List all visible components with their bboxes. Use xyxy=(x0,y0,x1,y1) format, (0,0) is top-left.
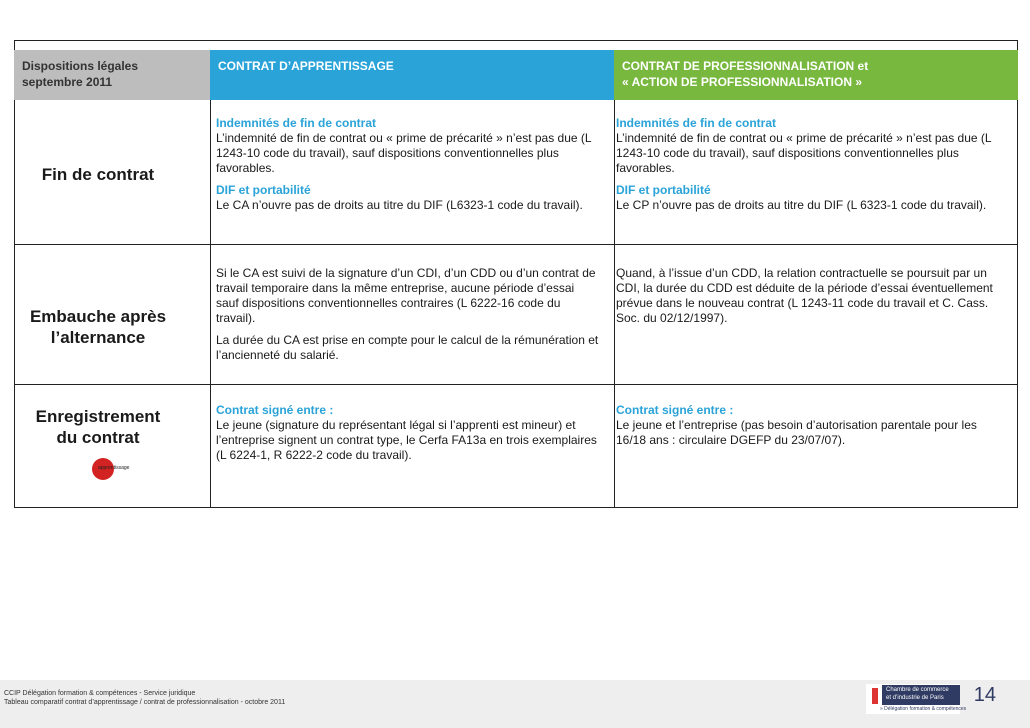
row-label-fin-contrat: Fin de contrat xyxy=(41,165,155,184)
header-dispositions xyxy=(14,50,210,100)
row-label-enregistrement xyxy=(0,406,196,448)
table-top-border xyxy=(14,40,1018,41)
cell-text: L’indemnité de fin de contrat ou « prime de précarité » n’est pas due (L 1243-10 code du travail), sauf dispositions conventionnelles plus favorables. xyxy=(216,131,592,175)
cell-title: Indemnités de fin de contrat xyxy=(216,116,377,130)
page-footer xyxy=(0,680,1030,728)
logo-line1: Chambre de commerce xyxy=(886,687,949,693)
cell-text: Le CA n’ouvre pas de droits au titre du DIF (L6323-1 code du travail). xyxy=(216,198,583,212)
cell-title: Contrat signé entre : xyxy=(616,403,734,417)
cell-text: La durée du CA est prise en compte pour le calcul de la rémunération et l’ancienneté du salarié. xyxy=(216,333,599,362)
cell-title: Indemnités de fin de contrat xyxy=(616,116,777,130)
cell-text: Le CP n’ouvre pas de droits au titre du DIF (L 6323-1 code du travail). xyxy=(616,198,987,212)
ccip-logo xyxy=(866,684,967,714)
stamp-text: apprentissage xyxy=(98,465,130,471)
cell-title: DIF et portabilité xyxy=(216,183,311,197)
cell-enregistrement-professionnalisation xyxy=(616,403,1010,455)
row-label-line1: Embauche après xyxy=(29,307,167,326)
cell-text: Quand, à l’issue d’un CDD, la relation contractuelle se poursuit par un CDI, la durée du CDD est déduite de la période d’essai éventuellement prévue dans le nouveau contrat (L 1243-11 code du travail et C. Cass. Soc. du 02/12/1997). xyxy=(616,266,993,325)
cell-text: L’indemnité de fin de contrat ou « prime de précarité » n’est pas due (L 1243-10 code du travail), sauf dispositions conventionnelles plus favorables. xyxy=(616,131,992,175)
row-label-line2: l’alternance xyxy=(50,328,146,347)
row-label-embauche xyxy=(0,306,196,348)
row-divider-1 xyxy=(14,244,1018,245)
header-professionnalisation xyxy=(614,50,1018,100)
footer-line1: CCIP Délégation formation & compétences - Service juridique xyxy=(4,690,196,697)
column-divider-2 xyxy=(614,100,615,508)
cell-title: DIF et portabilité xyxy=(616,183,711,197)
header-apprentissage-text: CONTRAT D’APPRENTISSAGE xyxy=(218,59,394,73)
cell-enregistrement-apprentissage xyxy=(216,403,606,470)
header-professionnalisation-line2: « ACTION DE PROFESSIONNALISATION » xyxy=(622,75,863,89)
cell-embauche-apprentissage xyxy=(216,266,600,370)
page-number: 14 xyxy=(973,684,996,706)
cell-text: Le jeune et l’entreprise (pas besoin d’autorisation parentale pour les 16/18 ans : circulaire DGEFP du 23/07/07). xyxy=(616,418,977,447)
cell-fin-contrat-apprentissage xyxy=(216,116,606,220)
cell-embauche-professionnalisation xyxy=(616,266,1010,333)
footer-line2: Tableau comparatif contrat d’apprentissage / contrat de professionnalisation - octobre 2011 xyxy=(4,699,286,706)
row-label-line1: Enregistrement xyxy=(35,407,161,426)
cell-text: Le jeune (signature du représentant légal si l’apprenti est mineur) et l’entreprise signent un contrat type, le Cerfa FA13a en trois exemplaires (L 6224-1, R 6222-2 code du travail). xyxy=(216,418,597,462)
row-divider-2 xyxy=(14,384,1018,385)
header-professionnalisation-line1: CONTRAT DE PROFESSIONNALISATION et xyxy=(622,59,869,73)
cell-title: Contrat signé entre : xyxy=(216,403,334,417)
logo-line3: » Délégation formation & compétences xyxy=(880,706,967,712)
header-apprentissage xyxy=(210,50,614,100)
cell-text: Si le CA est suivi de la signature d’un CDI, d’un CDD ou d’un contrat de travail temporaire dans la même entreprise, aucune période d’essai sauf dispositions conventionnelles contraires (L 6222-16 code du travail). xyxy=(216,266,596,325)
table-right-border xyxy=(1017,40,1018,508)
header-dispositions-line1: Dispositions légales xyxy=(22,59,139,73)
table-bottom-border xyxy=(14,507,1018,508)
header-dispositions-line2: septembre 2011 xyxy=(22,75,113,89)
logo-line2: et d’industrie de Paris xyxy=(886,695,944,701)
cell-fin-contrat-professionnalisation xyxy=(616,116,1010,220)
eiffel-flag-icon xyxy=(872,688,878,704)
column-divider-1 xyxy=(210,100,211,508)
row-label-line2: du contrat xyxy=(56,428,140,447)
